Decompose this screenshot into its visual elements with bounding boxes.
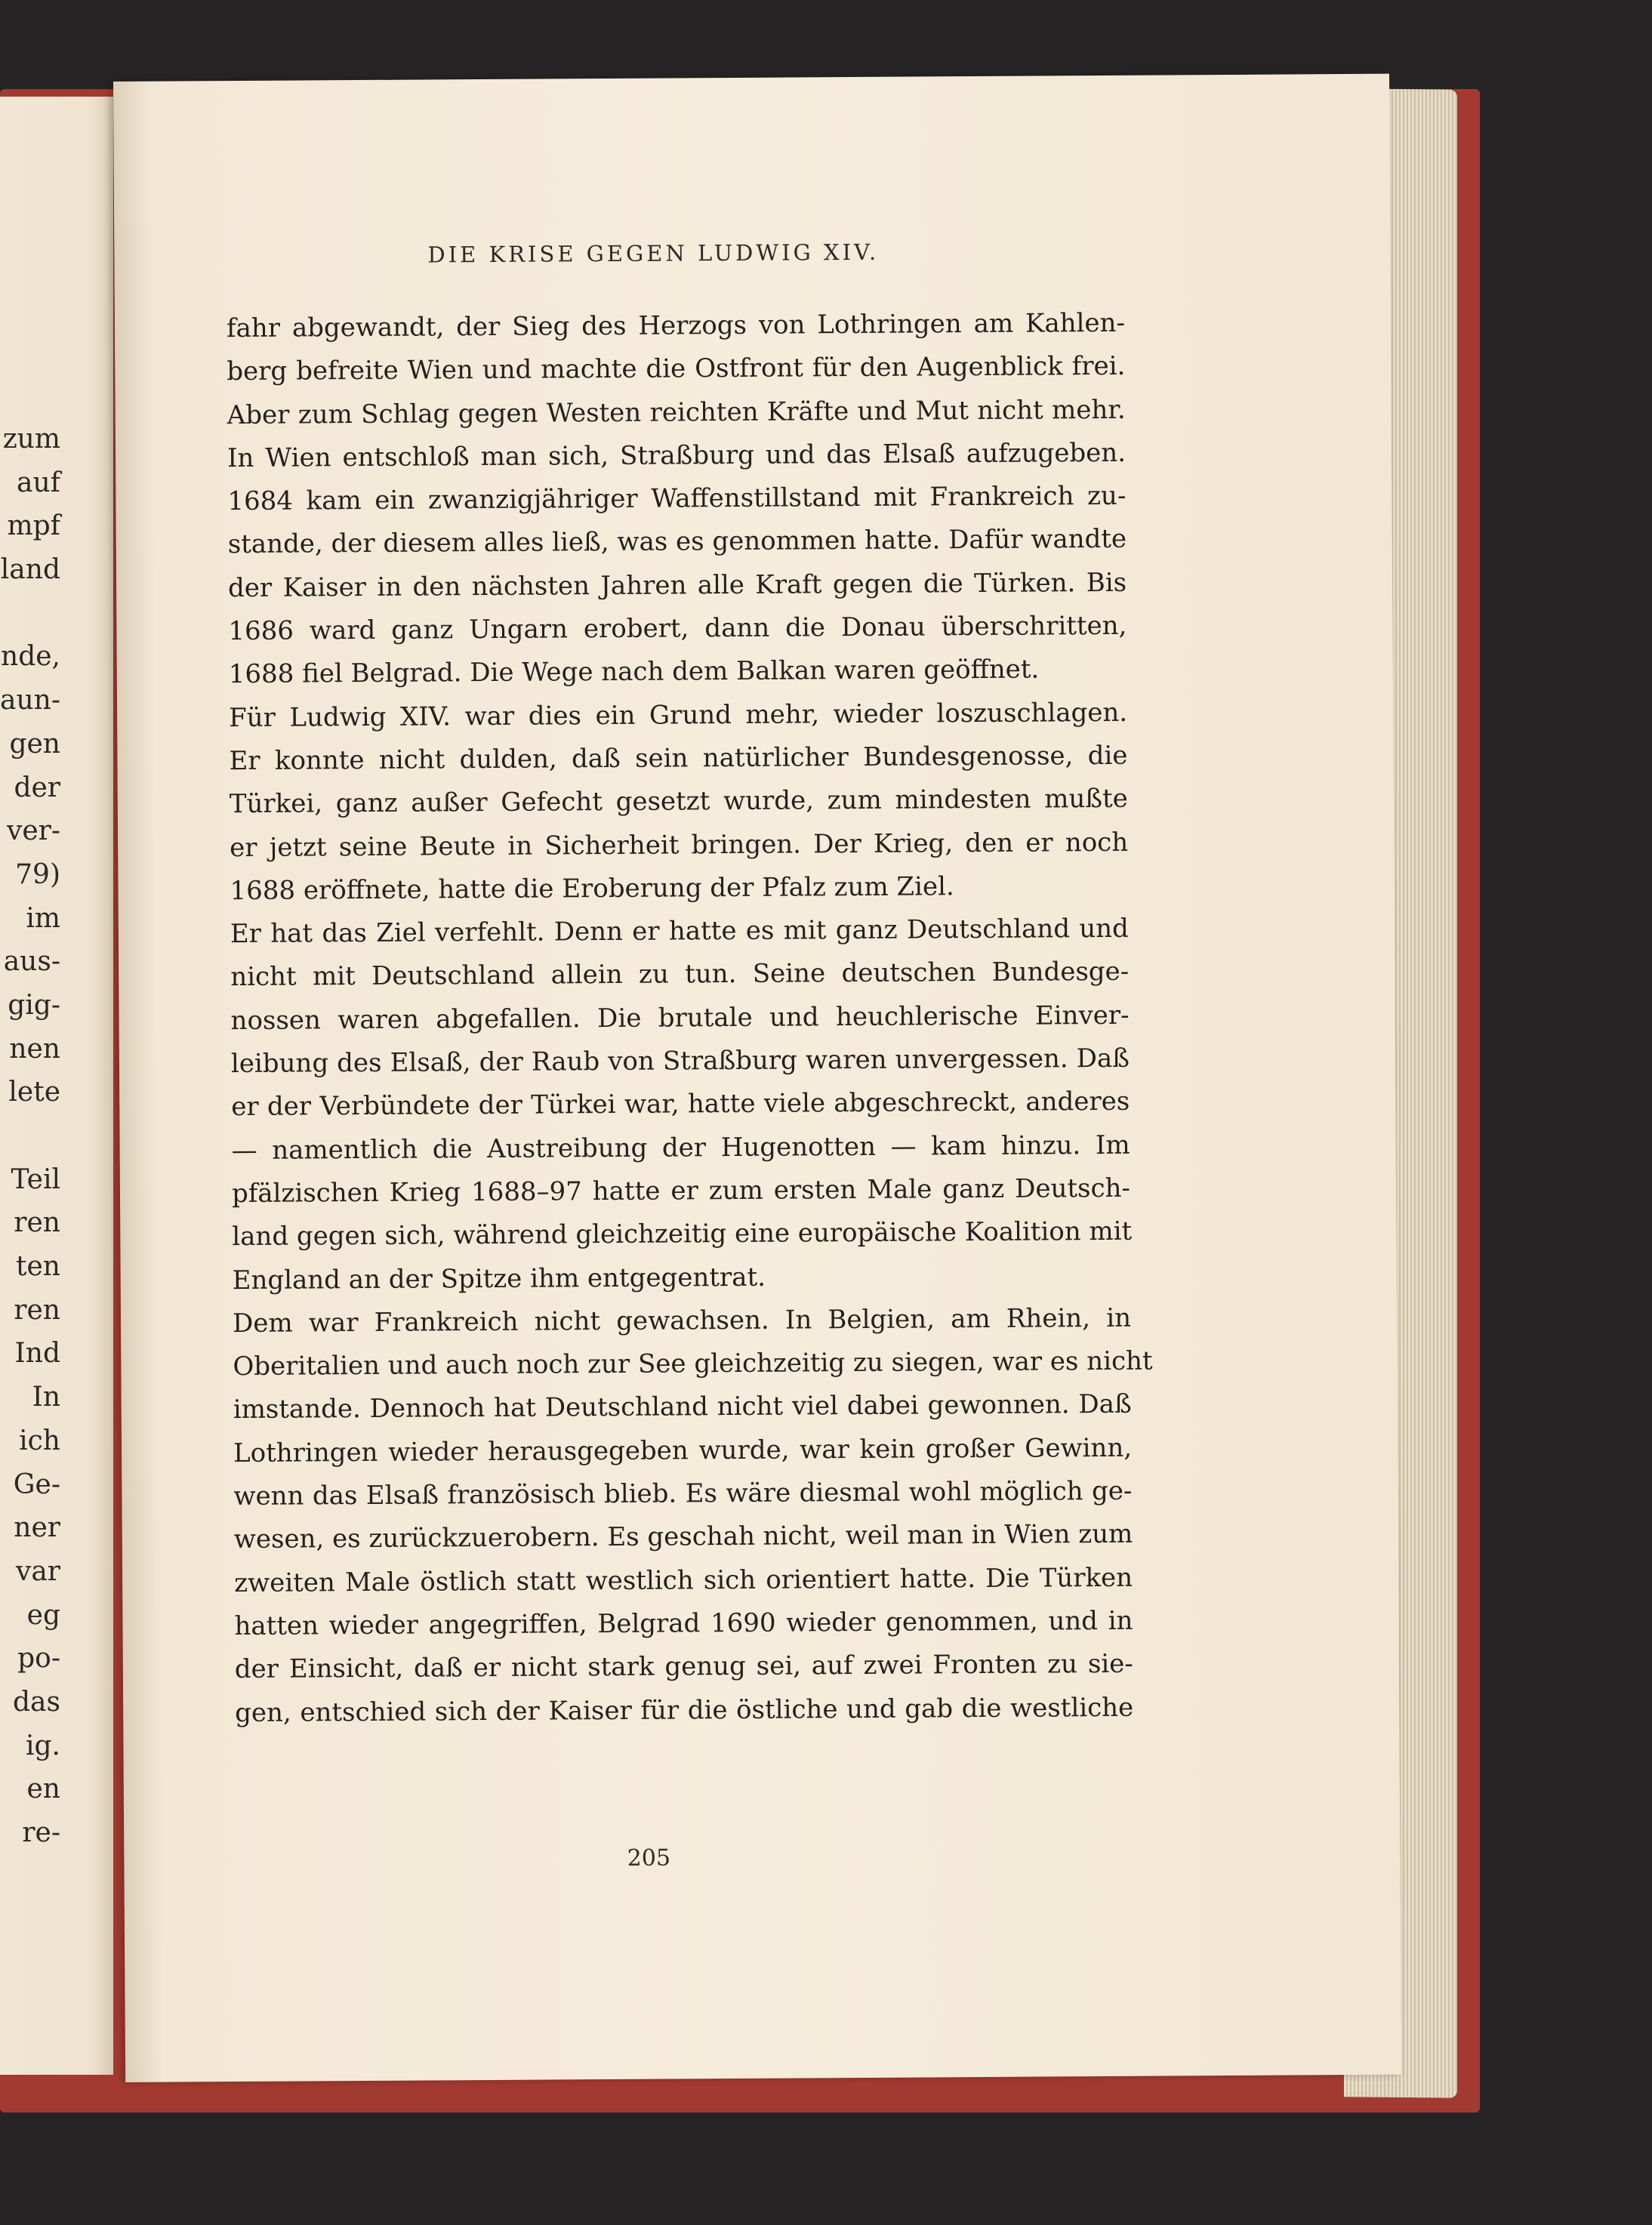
text-line: In Wien entschloß man sich, Straßburg und das Elsaß aufzugeben. [227, 437, 1127, 473]
left-page-fragment: gen [9, 728, 60, 760]
left-page-fragment: nde, [1, 641, 60, 673]
left-page-fragment: ich [19, 1425, 60, 1456]
text-line: 1686 ward ganz Ungarn erobert, dann die Donau überschritten, [228, 610, 1127, 647]
left-page-fragment: zum [2, 424, 60, 455]
left-page-fragment: po- [17, 1643, 60, 1675]
text-line: zweiten Male östlich statt westlich sich orientiert hatte. Die Türken [234, 1562, 1133, 1598]
text-line: der Kaiser in den nächsten Jahren alle Kraft gegen die Türken. Bis [227, 567, 1127, 603]
page-number: 205 [627, 1844, 671, 1872]
left-page-fragment: Ge- [13, 1468, 60, 1500]
text-line: wesen, es zurückzuerobern. Es geschah nicht, weil man in Wien zum [233, 1519, 1133, 1555]
left-page-fragment: ner [14, 1512, 60, 1544]
text-line: hatten wieder angegriffen, Belgrad 1690 wieder genommen, und in [234, 1605, 1133, 1641]
text-line: er der Verbündete der Türkei war, hatte viele abgeschreckt, anderes [231, 1086, 1130, 1123]
left-page-fragment: eg [26, 1599, 60, 1631]
text-line: Er konnte nicht dulden, daß sein natürlicher Bundesgenosse, die [229, 740, 1128, 777]
text-line: Dem war Frankreich nicht gewachsen. In Belgien, am Rhein, in [232, 1302, 1132, 1339]
text-line: Lothringen wieder herausgegeben wurde, war kein großer Gewinn, [233, 1432, 1133, 1468]
text-line: 1684 kam ein zwanzigjähriger Waffenstillstand mit Frankreich zu- [227, 481, 1127, 517]
text-line: nicht mit Deutschland allein zu tun. Seine deutschen Bundesge- [230, 957, 1130, 993]
text-line: Aber zum Schlag gegen Westen reichten Kräfte und Mut nicht mehr. [227, 394, 1126, 430]
left-page-fragment: var [15, 1555, 60, 1587]
text-line: fahr abgewandt, der Sieg des Herzogs von Lothringen am Kahlen- [226, 307, 1126, 344]
text-line: gen, entschied sich der Kaiser für die östliche und gab die westliche [235, 1692, 1134, 1728]
right-page [113, 74, 1401, 2082]
left-page-fragment: ver- [6, 815, 60, 847]
left-page-fragment: 79) [15, 858, 60, 890]
left-page-fragment: mpf [7, 510, 60, 542]
text-line: land gegen sich, während gleichzeitig eine europäische Koalition mit [232, 1216, 1133, 1253]
left-page-fragment: re- [22, 1817, 60, 1848]
text-line: stande, der diesem alles ließ, was es genommen hatte. Dafür wandte [227, 524, 1127, 560]
left-page-fragment: Ind [14, 1338, 60, 1370]
text-line: berg befreite Wien und machte die Ostfront für den Augenblick frei. [227, 351, 1126, 387]
text-line: der Einsicht, daß er nicht stark genug sei, auf zwei Fronten zu sie- [234, 1648, 1133, 1685]
text-line: Oberitalien und auch noch zur See gleichzeitig zu siegen, war es nicht [233, 1345, 1153, 1382]
text-line: leibung des Elsaß, der Raub von Straßburg waren unvergessen. Daß [230, 1043, 1130, 1080]
left-page [0, 97, 113, 2075]
text-line: England an der Spitze ihm entgegentrat. [232, 1262, 766, 1296]
left-page-fragment: ten [16, 1251, 60, 1283]
running-head: DIE KRISE GEGEN LUDWIG XIV. [427, 239, 880, 268]
text-line: pfälzischen Krieg 1688–97 hatte er zum ersten Male ganz Deutsch- [231, 1173, 1131, 1210]
left-page-fragment: lete [8, 1077, 60, 1108]
text-line: nossen waren abgefallen. Die brutale und heuchlerische Einver- [230, 1000, 1130, 1036]
text-line: er jetzt seine Beute in Sicherheit bringen. Der Krieg, den er noch [230, 827, 1129, 863]
text-line: Er hat das Ziel verfehlt. Denn er hatte es mit ganz Deutschland und [230, 913, 1130, 950]
text-line: imstande. Dennoch hat Deutschland nicht viel dabei gewonnen. Daß [233, 1389, 1132, 1425]
text-line: Türkei, ganz außer Gefecht gesetzt wurde, zum mindesten mußte [229, 784, 1128, 820]
left-page-fragment: der [14, 772, 60, 803]
left-page-fragment: ren [14, 1294, 60, 1326]
left-page-fragment: Teil [11, 1163, 60, 1195]
left-page-text [0, 418, 60, 1855]
left-page-fragment: aus- [3, 946, 60, 978]
text-line: wenn das Elsaß französisch blieb. Es wäre diesmal wohl möglich ge- [233, 1475, 1133, 1512]
left-page-fragment: en [26, 1774, 60, 1805]
left-page-fragment: ren [14, 1207, 60, 1239]
left-page-fragment [0, 1114, 60, 1158]
left-page-fragment: das [13, 1686, 60, 1718]
left-page-fragment: ig. [25, 1730, 60, 1761]
text-line: — namentlich die Austreibung der Hugenotten — kam hinzu. Im [231, 1129, 1130, 1166]
text-line: 1688 eröffnete, hatte die Eroberung der Pfalz zum Ziel. [230, 871, 954, 906]
left-page-fragment: aun- [0, 685, 60, 716]
left-page-fragment: im [26, 902, 60, 934]
left-page-fragment: In [32, 1382, 60, 1413]
left-page-fragment: gig- [8, 989, 60, 1021]
body-text [226, 302, 1153, 1735]
left-page-fragment: nen [9, 1033, 60, 1065]
text-line: 1688 fiel Belgrad. Die Wege nach dem Balkan waren geöffnet. [228, 654, 1040, 690]
text-line: Für Ludwig XIV. war dies ein Grund mehr, wieder loszuschlagen. [229, 697, 1128, 733]
left-page-fragment [0, 592, 60, 636]
left-page-fragment: land [0, 554, 60, 586]
left-page-fragment: auf [17, 467, 60, 498]
